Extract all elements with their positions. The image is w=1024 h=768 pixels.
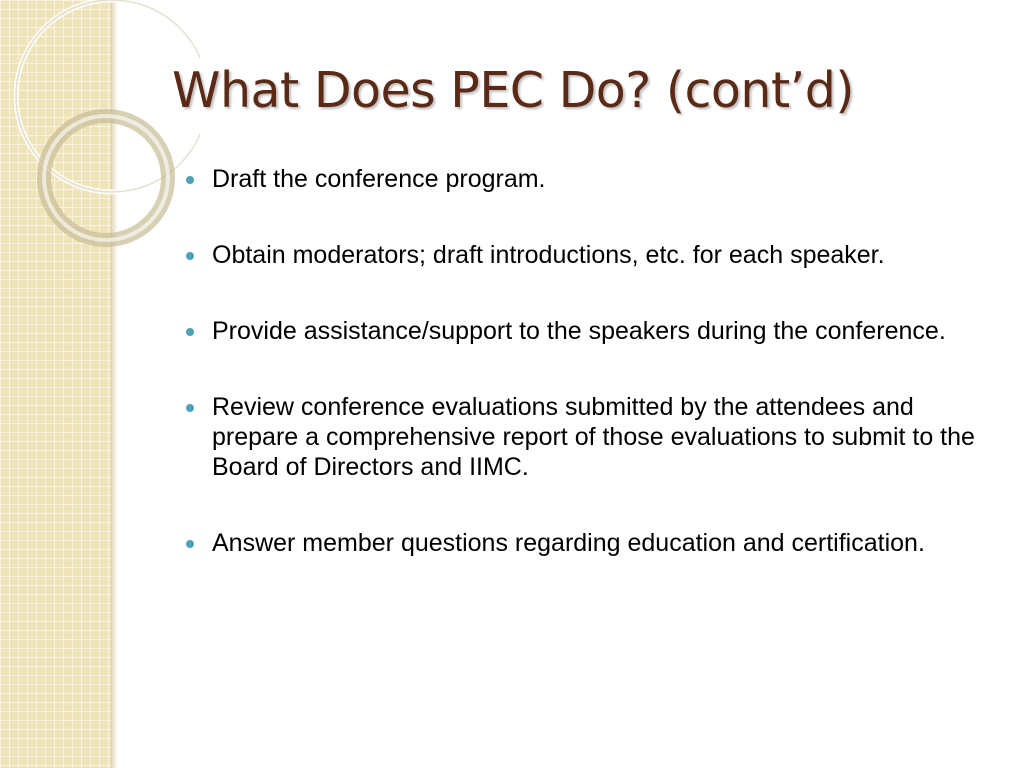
bullet-marker-icon	[186, 328, 194, 336]
bullet-text: Review conference evaluations submitted by the attendees and prepare a comprehensive report of those evaluations to submit to the Board of Directors and IIMC.	[212, 393, 975, 481]
decorative-rings-icon	[0, 0, 200, 300]
bullet-text: Provide assistance/support to the speakers during the conference.	[212, 317, 946, 345]
bullet-item	[186, 164, 1006, 194]
bullet-list	[186, 164, 1006, 604]
bullet-marker-icon	[186, 540, 194, 548]
bullet-marker-icon	[186, 252, 194, 260]
bullet-item	[186, 392, 1006, 482]
bullet-item	[186, 316, 1006, 346]
bullet-marker-icon	[186, 404, 194, 412]
bullet-item	[186, 528, 1006, 558]
slide-title: What Does PEC Do? (cont’d)	[172, 62, 854, 119]
bullet-text: Obtain moderators; draft introductions, etc. for each speaker.	[212, 241, 885, 269]
bullet-text: Draft the conference program.	[212, 165, 546, 193]
bullet-text: Answer member questions regarding education and certification.	[212, 529, 925, 557]
bullet-marker-icon	[186, 176, 194, 184]
bullet-item	[186, 240, 1006, 270]
